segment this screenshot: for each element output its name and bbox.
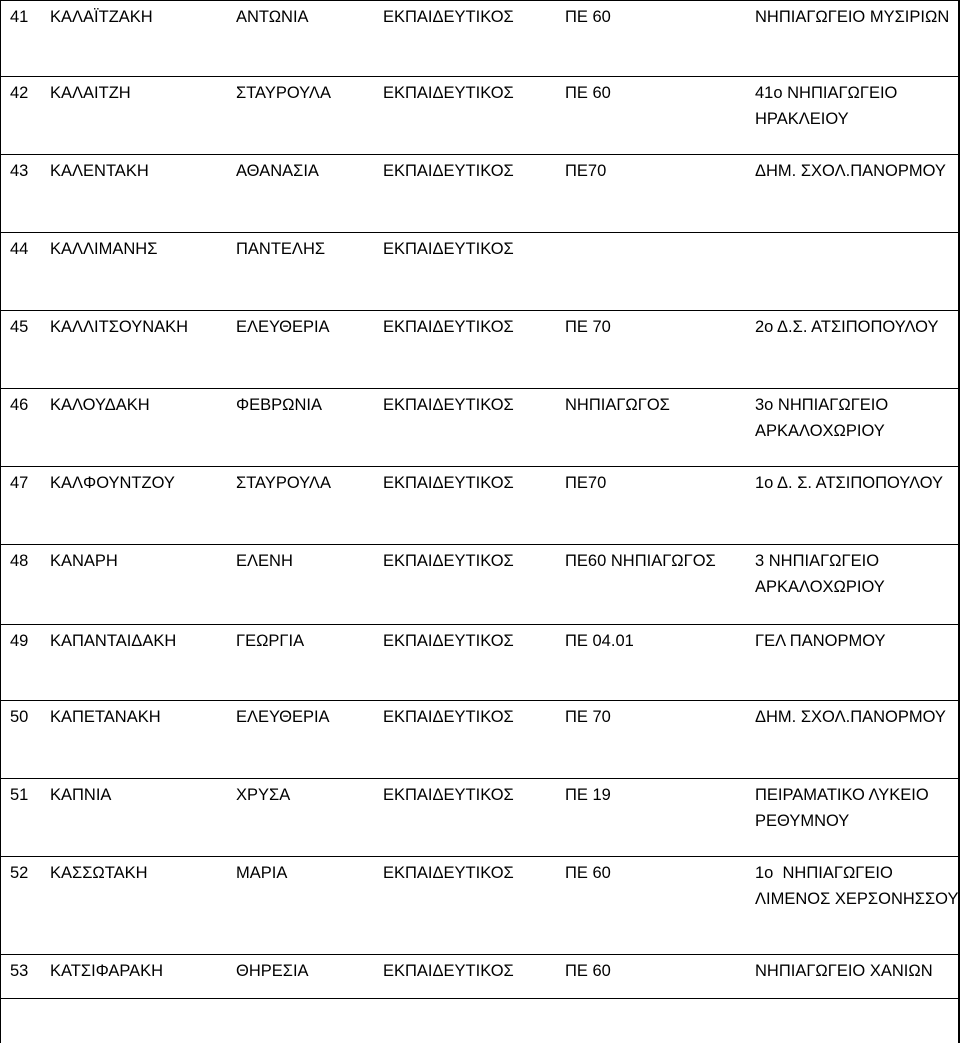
surname-cell: ΚΑΤΣΙΦΑΡΑΚΗ: [46, 955, 234, 999]
row-number: 47: [0, 467, 46, 545]
specialty-cell: ΠΕ70: [563, 467, 753, 545]
first-name-cell: ΕΛΕΥΘΕΡΙΑ: [234, 311, 379, 389]
table-row: [0, 155, 959, 233]
role-cell: ΕΚΠΑΙΔΕΥΤΙΚΟΣ: [379, 625, 563, 701]
first-name-cell: ΑΝΤΩΝΙΑ: [234, 1, 379, 77]
surname-cell: ΚΑΛΑΙΤΖΗ: [46, 77, 234, 155]
school-cell: ΝΗΠΙΑΓΩΓΕΙΟ ΜΥΣΙΡΙΩΝ: [753, 1, 959, 77]
school-cell: ΔΗΜ. ΣΧΟΛ.ΠΑΝΟΡΜΟΥ: [753, 155, 959, 233]
role-cell: ΕΚΠΑΙΔΕΥΤΙΚΟΣ: [379, 857, 563, 955]
role-cell: ΕΚΠΑΙΔΕΥΤΙΚΟΣ: [379, 233, 563, 311]
surname-cell: ΚΑΠΕΤΑΝΑΚΗ: [46, 701, 234, 779]
table-row: [0, 1, 959, 77]
table-row: [0, 545, 959, 625]
specialty-cell: ΠΕ 60: [563, 77, 753, 155]
row-number: 49: [0, 625, 46, 701]
table-row: [0, 857, 959, 955]
school-cell: ΓΕΛ ΠΑΝΟΡΜΟΥ: [753, 625, 959, 701]
table-row: [0, 955, 959, 999]
surname-cell: ΚΑΠΝΙΑ: [46, 779, 234, 857]
role-cell: ΕΚΠΑΙΔΕΥΤΙΚΟΣ: [379, 1, 563, 77]
row-number: 46: [0, 389, 46, 467]
first-name-cell: ΕΛΕΝΗ: [234, 545, 379, 625]
row-number: 43: [0, 155, 46, 233]
surname-cell: ΚΑΣΣΩΤΑΚΗ: [46, 857, 234, 955]
role-cell: ΕΚΠΑΙΔΕΥΤΙΚΟΣ: [379, 467, 563, 545]
first-name-cell: ΣΤΑΥΡΟΥΛΑ: [234, 467, 379, 545]
table-row: [0, 77, 959, 155]
surname-cell: ΚΑΛΛΙΤΣΟΥΝΑΚΗ: [46, 311, 234, 389]
role-cell: ΕΚΠΑΙΔΕΥΤΙΚΟΣ: [379, 955, 563, 999]
table-row: [0, 625, 959, 701]
school-cell: ΠΕΙΡΑΜΑΤΙΚΟ ΛΥΚΕΙΟ ΡΕΘΥΜΝΟΥ: [753, 779, 959, 857]
first-name-cell: ΣΤΑΥΡΟΥΛΑ: [234, 77, 379, 155]
first-name-cell: ΑΘΑΝΑΣΙΑ: [234, 155, 379, 233]
surname-cell: ΚΑΛΟΥΔΑΚΗ: [46, 389, 234, 467]
school-cell: 41ο ΝΗΠΙΑΓΩΓΕΙΟ ΗΡΑΚΛΕΙΟΥ: [753, 77, 959, 155]
table-body: [0, 1, 959, 999]
row-number: 41: [0, 1, 46, 77]
row-number: 48: [0, 545, 46, 625]
role-cell: ΕΚΠΑΙΔΕΥΤΙΚΟΣ: [379, 545, 563, 625]
table-row: [0, 701, 959, 779]
surname-cell: ΚΑΛΛΙΜΑΝΗΣ: [46, 233, 234, 311]
role-cell: ΕΚΠΑΙΔΕΥΤΙΚΟΣ: [379, 311, 563, 389]
school-cell: 3 ΝΗΠΙΑΓΩΓΕΙΟ ΑΡΚΑΛΟΧΩΡΙΟΥ: [753, 545, 959, 625]
table-row: [0, 233, 959, 311]
school-cell: 1ο ΝΗΠΙΑΓΩΓΕΙΟ ΛΙΜΕΝΟΣ ΧΕΡΣΟΝΗΣΣΟΥ: [753, 857, 959, 955]
specialty-cell: ΠΕ 60: [563, 857, 753, 955]
surname-cell: ΚΑΛΦΟΥΝΤΖΟΥ: [46, 467, 234, 545]
role-cell: ΕΚΠΑΙΔΕΥΤΙΚΟΣ: [379, 77, 563, 155]
first-name-cell: ΜΑΡΙΑ: [234, 857, 379, 955]
first-name-cell: ΦΕΒΡΩΝΙΑ: [234, 389, 379, 467]
specialty-cell: ΠΕ 70: [563, 701, 753, 779]
role-cell: ΕΚΠΑΙΔΕΥΤΙΚΟΣ: [379, 779, 563, 857]
row-number: 45: [0, 311, 46, 389]
row-number: 52: [0, 857, 46, 955]
row-number: 44: [0, 233, 46, 311]
role-cell: ΕΚΠΑΙΔΕΥΤΙΚΟΣ: [379, 155, 563, 233]
school-cell: [753, 233, 959, 311]
table-row: [0, 389, 959, 467]
role-cell: ΕΚΠΑΙΔΕΥΤΙΚΟΣ: [379, 389, 563, 467]
school-cell: ΔΗΜ. ΣΧΟΛ.ΠΑΝΟΡΜΟΥ: [753, 701, 959, 779]
surname-cell: ΚΑΛΕΝΤΑΚΗ: [46, 155, 234, 233]
school-cell: 3ο ΝΗΠΙΑΓΩΓΕΙΟ ΑΡΚΑΛΟΧΩΡΙΟΥ: [753, 389, 959, 467]
specialty-cell: ΠΕ 60: [563, 1, 753, 77]
row-number: 50: [0, 701, 46, 779]
specialty-cell: ΠΕ 60: [563, 955, 753, 999]
table-row: [0, 311, 959, 389]
surname-cell: ΚΑΠΑΝΤΑΙΔΑΚΗ: [46, 625, 234, 701]
specialty-cell: ΠΕ 19: [563, 779, 753, 857]
school-cell: 1ο Δ. Σ. ΑΤΣΙΠΟΠΟΥΛΟΥ: [753, 467, 959, 545]
surname-cell: ΚΑΛΑΪΤΖΑΚΗ: [46, 1, 234, 77]
school-cell: ΝΗΠΙΑΓΩΓΕΙΟ ΧΑΝΙΩΝ: [753, 955, 959, 999]
specialty-cell: ΠΕ 70: [563, 311, 753, 389]
specialty-cell: ΠΕ70: [563, 155, 753, 233]
table-row: [0, 467, 959, 545]
school-cell: 2ο Δ.Σ. ΑΤΣΙΠΟΠΟΥΛΟΥ: [753, 311, 959, 389]
specialty-cell: ΠΕ 04.01: [563, 625, 753, 701]
first-name-cell: ΘΗΡΕΣΙΑ: [234, 955, 379, 999]
table-row: [0, 779, 959, 857]
specialty-cell: ΝΗΠΙΑΓΩΓΟΣ: [563, 389, 753, 467]
row-number: 42: [0, 77, 46, 155]
first-name-cell: ΠΑΝΤΕΛΗΣ: [234, 233, 379, 311]
row-number: 51: [0, 779, 46, 857]
specialty-cell: ΠΕ60 ΝΗΠΙΑΓΩΓΟΣ: [563, 545, 753, 625]
row-number: 53: [0, 955, 46, 999]
role-cell: ΕΚΠΑΙΔΕΥΤΙΚΟΣ: [379, 701, 563, 779]
surname-cell: ΚΑΝΑΡΗ: [46, 545, 234, 625]
first-name-cell: ΧΡΥΣΑ: [234, 779, 379, 857]
first-name-cell: ΓΕΩΡΓΙΑ: [234, 625, 379, 701]
specialty-cell: [563, 233, 753, 311]
first-name-cell: ΕΛΕΥΘΕΡΙΑ: [234, 701, 379, 779]
